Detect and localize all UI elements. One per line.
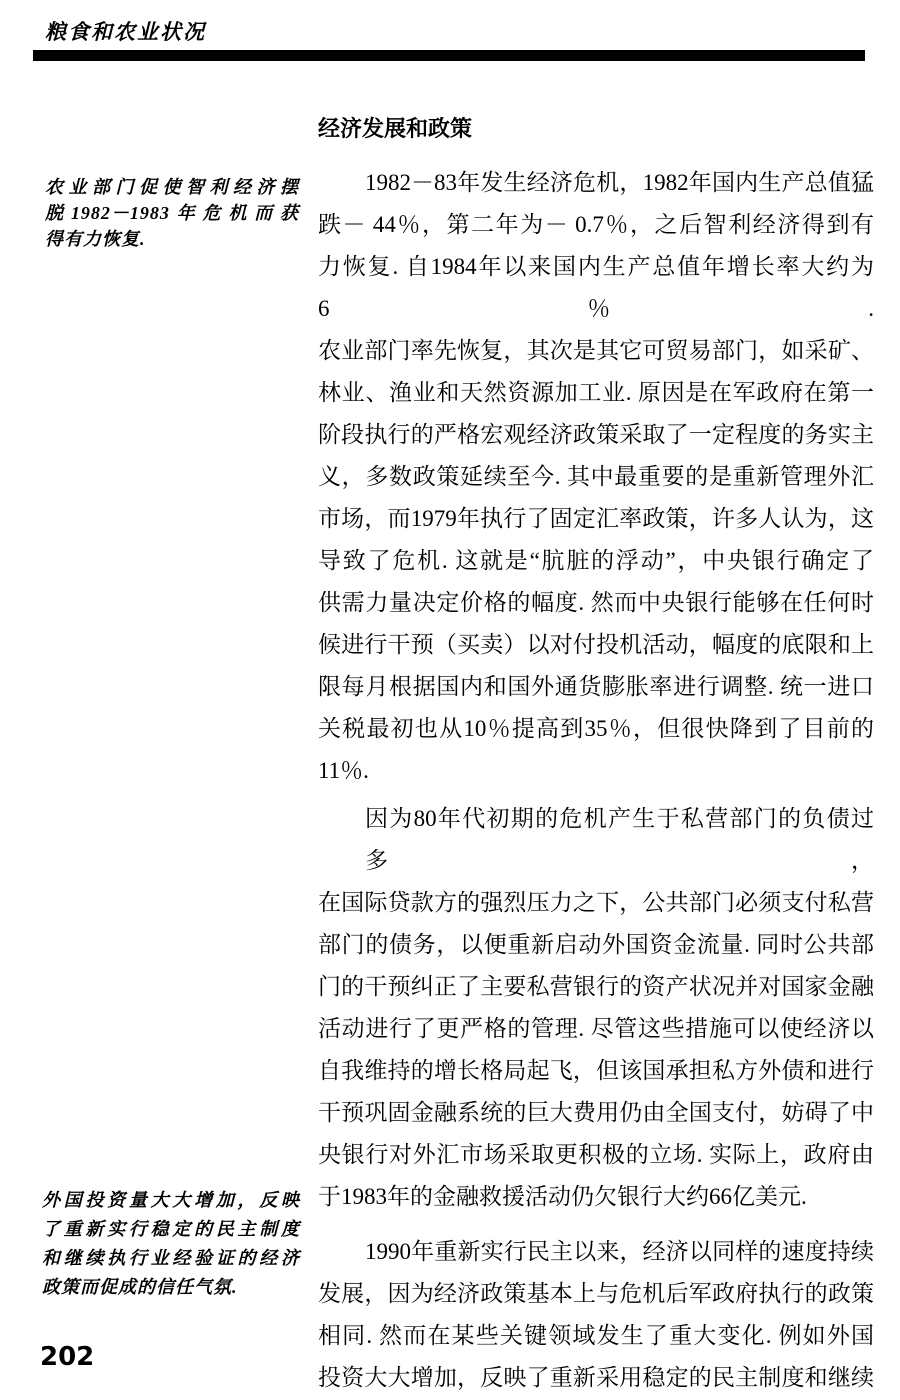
body-line: 相同. 然而在某些关键领域发生了重大变化. 例如外国	[318, 1323, 874, 1348]
body-line: 活动进行了更严格的管理. 尽管这些措施可以使经济以	[318, 1016, 874, 1041]
margin-note-line: 和继续执行业经验证的经济	[42, 1248, 300, 1268]
body-line: 林业、渔业和天然资源加工业. 原因是在军政府在第一	[318, 380, 874, 405]
margin-note-line: 外国投资量大大增加，反映	[42, 1190, 300, 1210]
paragraph	[318, 162, 874, 792]
body-line: 自我维持的增长格局起飞，但该国承担私方外债和进行	[318, 1058, 874, 1083]
body-line: 于1983年的金融救援活动仍欠银行大约66亿美元.	[318, 1184, 807, 1209]
body-line: 在国际贷款方的强烈压力之下，公共部门必须支付私营	[318, 890, 874, 915]
body-line: 关税最初也从10％提高到35％，但很快降到了目前的	[318, 716, 874, 741]
body-line: 11％.	[318, 758, 369, 783]
margin-note-line: 农业部门促使智利经济摆	[45, 177, 299, 197]
body-line: 限每月根据国内和国外通货膨胀率进行调整. 统一进口	[318, 674, 874, 699]
body-line: 导致了危机. 这就是“肮脏的浮动”，中央银行确定了	[318, 548, 874, 573]
body-line: 1990年重新实行民主以来，经济以同样的速度持续	[365, 1239, 874, 1264]
body-line: 央银行对外汇市场采取更积极的立场. 实际上，政府由	[318, 1142, 874, 1167]
running-header-title: 粮食和农业状况	[45, 20, 206, 44]
body-line: 干预巩固金融系统的巨大费用仍由全国支付，妨碍了中	[318, 1100, 874, 1125]
body-line: 阶段执行的严格宏观经济政策采取了一定程度的务实主	[318, 422, 874, 447]
body-line: 门的干预纠正了主要私营银行的资产状况并对国家金融	[318, 974, 874, 999]
body-line: 义，多数政策延续至今. 其中最重要的是重新管理外汇	[318, 464, 874, 489]
margin-note	[45, 174, 299, 252]
section-heading: 经济发展和政策	[318, 116, 473, 141]
body-line: 部门的债务，以便重新启动外国资金流量. 同时公共部	[318, 932, 874, 957]
body-line: 因为80年代初期的危机产生于私营部门的负债过多，	[365, 806, 874, 873]
paragraph	[318, 1231, 874, 1399]
body-line: 候进行干预（买卖）以对付投机活动，幅度的底限和上	[318, 632, 874, 657]
body-line: 1982－83年发生经济危机，1982年国内生产总值猛	[365, 170, 874, 195]
body-line: 农业部门率先恢复，其次是其它可贸易部门，如采矿、	[318, 338, 874, 363]
header-rule	[33, 50, 865, 61]
body-line: 跌－ 44％，第二年为－ 0.7％，之后智利经济得到有	[318, 212, 874, 237]
paragraph	[318, 798, 874, 1218]
body-line: 供需力量决定价格的幅度. 然而中央银行能够在任何时	[318, 590, 874, 615]
margin-note-line: 了重新实行稳定的民主制度	[42, 1219, 300, 1239]
body-column	[318, 162, 874, 1399]
margin-note-line: 脱1982－1983年危机而获	[45, 203, 299, 223]
page-number: 202	[40, 1342, 95, 1372]
margin-note-line: 政策而促成的信任气氛.	[42, 1277, 238, 1297]
body-line: 投资大大增加，反映了重新采用稳定的民主制度和继续	[318, 1365, 874, 1390]
body-line: 力恢复. 自1984年以来国内生产总值年增长率大约为6％.	[318, 254, 874, 321]
margin-note	[42, 1186, 300, 1302]
body-line: 市场，而1979年执行了固定汇率政策，许多人认为，这	[318, 506, 874, 531]
margin-note-line: 得有力恢复.	[45, 229, 146, 249]
body-line: 发展，因为经济政策基本上与危机后军政府执行的政策	[318, 1281, 874, 1306]
